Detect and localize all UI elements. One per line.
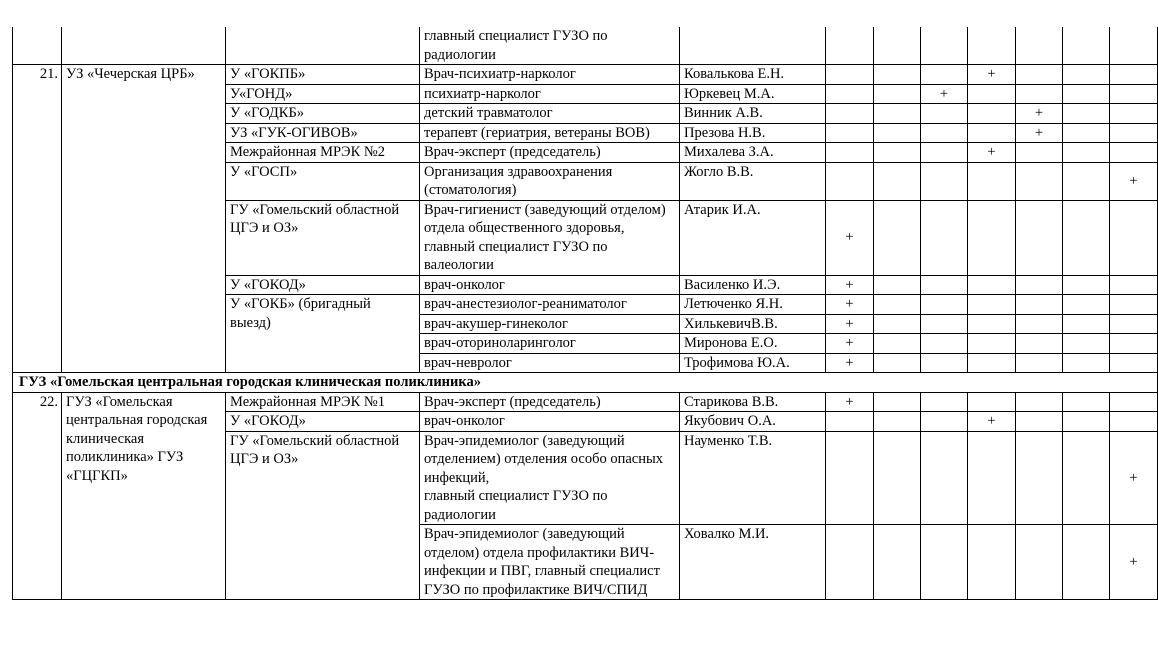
plus-mark: + bbox=[1016, 123, 1063, 143]
plus-mark: + bbox=[826, 334, 874, 354]
institution-cell: УЗ «ГУК-ОГИВОВ» bbox=[226, 123, 420, 143]
doctor-cell: Василенко И.Э. bbox=[680, 275, 826, 295]
plus-mark: + bbox=[1110, 525, 1158, 600]
specialty-cell: Врач-эпидемиолог (заведующий отделом) отдела профилактики ВИЧ-инфекции и ПВГ, главный специалист ГУЗО по профилактике ВИЧ/СПИД bbox=[420, 525, 680, 600]
row-number: 21. bbox=[13, 65, 62, 373]
organization-cell: ГУЗ «Гомельская центральная городская клиническая поликлиника» ГУЗ «ГЦГКП» bbox=[62, 392, 226, 600]
doctor-cell: Жогло В.В. bbox=[680, 162, 826, 200]
doctor-cell: Ховалко М.И. bbox=[680, 525, 826, 600]
institution-cell: Межрайонная МРЭК №1 bbox=[226, 392, 420, 412]
specialty-cell: врач-невролог bbox=[420, 353, 680, 373]
specialty-cell: Врач-эксперт (председатель) bbox=[420, 392, 680, 412]
plus-mark: + bbox=[826, 353, 874, 373]
section-title: ГУЗ «Гомельская центральная городская клиническая поликлиника» bbox=[13, 373, 1158, 393]
section-header-row bbox=[13, 373, 1158, 393]
doctor-cell: Винник А.В. bbox=[680, 104, 826, 124]
plus-mark: + bbox=[1110, 431, 1158, 525]
table-row bbox=[13, 65, 1158, 85]
institution-cell: У «ГОДКБ» bbox=[226, 104, 420, 124]
specialty-cell: Врач-эксперт (председатель) bbox=[420, 143, 680, 163]
schedule-table bbox=[12, 27, 1158, 600]
doctor-cell: ХилькевичВ.В. bbox=[680, 314, 826, 334]
specialty-cell: Врач-гигиенист (заведующий отделом) отдела общественного здоровья, главный специалист ГУЗО по валеологии bbox=[420, 200, 680, 275]
specialty-cell: Врач-психиатр-нарколог bbox=[420, 65, 680, 85]
doctor-cell: Трофимова Ю.А. bbox=[680, 353, 826, 373]
specialty-cell: врач-акушер-гинеколог bbox=[420, 314, 680, 334]
institution-cell: Межрайонная МРЭК №2 bbox=[226, 143, 420, 163]
plus-mark: + bbox=[921, 84, 968, 104]
doctor-cell: Летюченко Я.Н. bbox=[680, 295, 826, 315]
table-row bbox=[13, 392, 1158, 412]
plus-mark: + bbox=[1016, 104, 1063, 124]
institution-cell: ГУ «Гомельский областной ЦГЭ и ОЗ» bbox=[226, 431, 420, 600]
doctor-cell: Старикова В.В. bbox=[680, 392, 826, 412]
organization-cell: УЗ «Чечерская ЦРБ» bbox=[62, 65, 226, 373]
specialty-cell: терапевт (гериатрия, ветераны ВОВ) bbox=[420, 123, 680, 143]
doctor-cell: Юркевец М.А. bbox=[680, 84, 826, 104]
specialty-cell: врач-анестезиолог-реаниматолог bbox=[420, 295, 680, 315]
plus-mark: + bbox=[968, 412, 1016, 432]
doctor-cell: Миронова Е.О. bbox=[680, 334, 826, 354]
specialty-cell: врач-онколог bbox=[420, 275, 680, 295]
plus-mark: + bbox=[826, 275, 874, 295]
doctor-cell: Презова Н.В. bbox=[680, 123, 826, 143]
institution-cell: ГУ «Гомельский областной ЦГЭ и ОЗ» bbox=[226, 200, 420, 275]
doctor-cell: Ковалькова Е.Н. bbox=[680, 65, 826, 85]
institution-cell: У «ГОКПБ» bbox=[226, 65, 420, 85]
specialty-cell: врач-оториноларинголог bbox=[420, 334, 680, 354]
specialty-cell: врач-онколог bbox=[420, 412, 680, 432]
specialty-cell: Врач-эпидемиолог (заведующий отделением) отделения особо опасных инфекций, главный специалист ГУЗО по радиологии bbox=[420, 431, 680, 525]
specialty-cell: психиатр-нарколог bbox=[420, 84, 680, 104]
specialty-cell: детский травматолог bbox=[420, 104, 680, 124]
institution-cell: У «ГОКОД» bbox=[226, 275, 420, 295]
specialty-cell: Организация здравоохранения (стоматология) bbox=[420, 162, 680, 200]
plus-mark: + bbox=[826, 295, 874, 315]
institution-cell: У «ГОКБ» (бригадный выезд) bbox=[226, 295, 420, 373]
specialty-cell: главный специалист ГУЗО по радиологии bbox=[420, 27, 680, 65]
plus-mark: + bbox=[968, 143, 1016, 163]
row-number: 22. bbox=[13, 392, 62, 600]
institution-cell: У «ГОКОД» bbox=[226, 412, 420, 432]
plus-mark: + bbox=[826, 200, 874, 275]
plus-mark: + bbox=[968, 65, 1016, 85]
doctor-cell: Михалева З.А. bbox=[680, 143, 826, 163]
plus-mark: + bbox=[826, 392, 874, 412]
institution-cell: У «ГОСП» bbox=[226, 162, 420, 200]
table-row bbox=[13, 27, 1158, 65]
doctor-cell: Науменко Т.В. bbox=[680, 431, 826, 525]
doctor-cell: Атарик И.А. bbox=[680, 200, 826, 275]
institution-cell: У«ГОНД» bbox=[226, 84, 420, 104]
plus-mark: + bbox=[1110, 162, 1158, 200]
doctor-cell: Якубович О.А. bbox=[680, 412, 826, 432]
plus-mark: + bbox=[826, 314, 874, 334]
